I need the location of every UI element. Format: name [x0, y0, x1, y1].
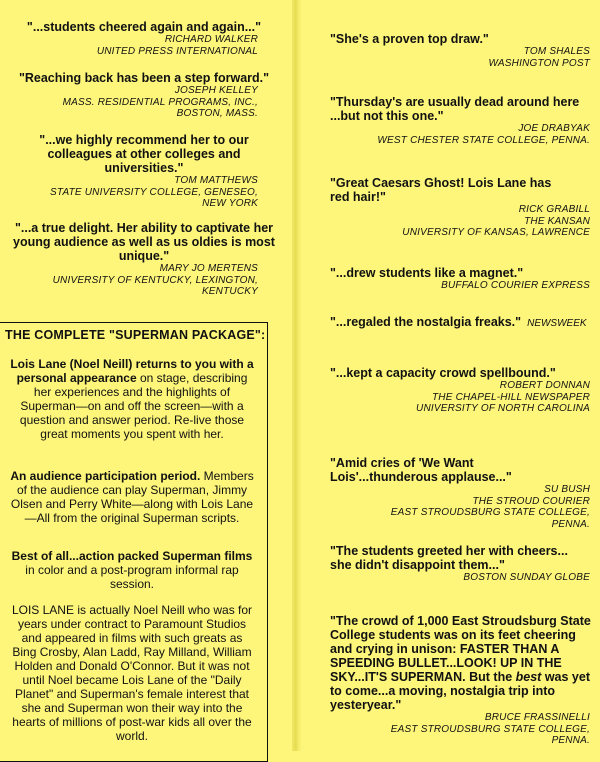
package-paragraph-films: Best of all...action packed Superman films in color and a post-program informal rap session. [11, 549, 253, 591]
quote-source: RICHARD WALKER UNITED PRESS INTERNATIONAL [96, 34, 258, 57]
quote-frassinelli [330, 614, 592, 747]
quote-buffalo [330, 266, 592, 292]
quote-text: "...kept a capacity crowd spellbound." [330, 366, 556, 380]
package-paragraph-appearance: Lois Lane (Noel Neill) returns to you with a personal appearance on stage, describing her experiences and the highlights of Superman—on and off the screen—with a question and answer period. Re-live those great moments you spent with her. [10, 357, 254, 441]
quote-source: BUFFALO COURIER EXPRESS [441, 280, 590, 291]
quote-text: "...drew students like a magnet." [330, 266, 524, 280]
quote-shales [330, 32, 592, 69]
quote-kelley [8, 71, 280, 120]
package-paragraph-participation: An audience participation period. Members of the audience can play Superman, Jimmy Olsen and Perry White—along with Lois Lane—All from the original Superman scripts. [10, 469, 254, 525]
quote-text: "Amid cries of 'We Want Lois'...thunderous applause..." [330, 456, 512, 484]
superman-package-box [0, 322, 268, 762]
quote-donnan [330, 366, 592, 415]
quote-source: TOM MATTHEWS STATE UNIVERSITY COLLEGE, GENESEO, NEW YORK [50, 175, 258, 209]
page-fold [292, 0, 302, 751]
quote-boston-globe [330, 544, 592, 584]
quote-text: "The crowd of 1,000 East Stroudsburg State College students was on its feet cheering and crying in unison: FASTER THAN A SPEEDING BULLET...LOOK! UP IN THE SKY...IT'S SUPERMAN. But the best was yet to come...a moving, nostalgia trip into yesteryear." [330, 614, 591, 712]
quote-source: RICK GRABILL THE KANSAN UNIVERSITY OF KANSAS, LAWRENCE [402, 204, 590, 238]
quote-source: NEWSWEEK [527, 318, 587, 329]
quote-source: ROBERT DONNAN THE CHAPEL-HILL NEWSPAPER UNIVERSITY OF NORTH CAROLINA [416, 380, 590, 414]
quote-text: "...students cheered again and again..." [26, 20, 262, 34]
quote-matthews [8, 133, 280, 210]
quote-source: MARY JO MERTENS UNIVERSITY OF KENTUCKY, LEXINGTON, KENTUCKY [52, 263, 258, 297]
quote-source: JOE DRABYAK WEST CHESTER STATE COLLEGE, PENNA. [377, 123, 590, 146]
quote-newsweek [330, 315, 592, 331]
quote-text: "...regaled the nostalgia freaks." NEWSWEEK [330, 315, 587, 329]
package-title: THE COMPLETE "SUPERMAN PACKAGE": [5, 328, 266, 342]
quote-mertens [8, 221, 280, 298]
quote-text: "She's a proven top draw." [330, 32, 489, 46]
quote-grabill [330, 176, 592, 239]
quote-source: BOSTON SUNDAY GLOBE [463, 572, 590, 583]
quote-text: "The students greeted her with cheers... she didn't disappoint them..." [330, 544, 568, 572]
quote-text: "...we highly recommend her to our colleagues at other colleges and universities." [39, 133, 249, 175]
quote-text: "...a true delight. Her ability to captivate her young audience as well as us oldies is most unique." [13, 221, 275, 263]
quote-source: TOM SHALES WASHINGTON POST [488, 46, 590, 69]
quote-drabyak [330, 95, 592, 146]
quote-text: "Thursday's are usually dead around here ...but not this one." [330, 95, 580, 123]
package-paragraph-lois-lane: LOIS LANE is actually Noel Neill who was for years under contract to Paramount Studios and appeared in films with such greats as Bing Crosby, Alan Ladd, Ray Milland, William Holden and Donald O'Connor. But it was not until Noel became Lois Lane of the "Daily Planet" and Superman's female interest that she and Superman won their way into the hearts of millions of post-war kids all over the world. [11, 603, 253, 743]
quote-source: SU BUSH THE STROUD COURIER EAST STROUDSBURG STATE COLLEGE, PENNA. [390, 484, 590, 530]
quote-bush [330, 456, 592, 530]
quote-source: BRUCE FRASSINELLI EAST STROUDSBURG STATE COLLEGE, PENNA. [390, 712, 590, 746]
quote-text: "Great Caesars Ghost! Lois Lane has red hair!" [330, 176, 552, 204]
quote-text: "Reaching back has been a step forward." [18, 71, 270, 85]
quote-walker [8, 20, 280, 57]
quote-source: JOSEPH KELLEY MASS. RESIDENTIAL PROGRAMS, INC., BOSTON, MASS. [62, 85, 258, 119]
